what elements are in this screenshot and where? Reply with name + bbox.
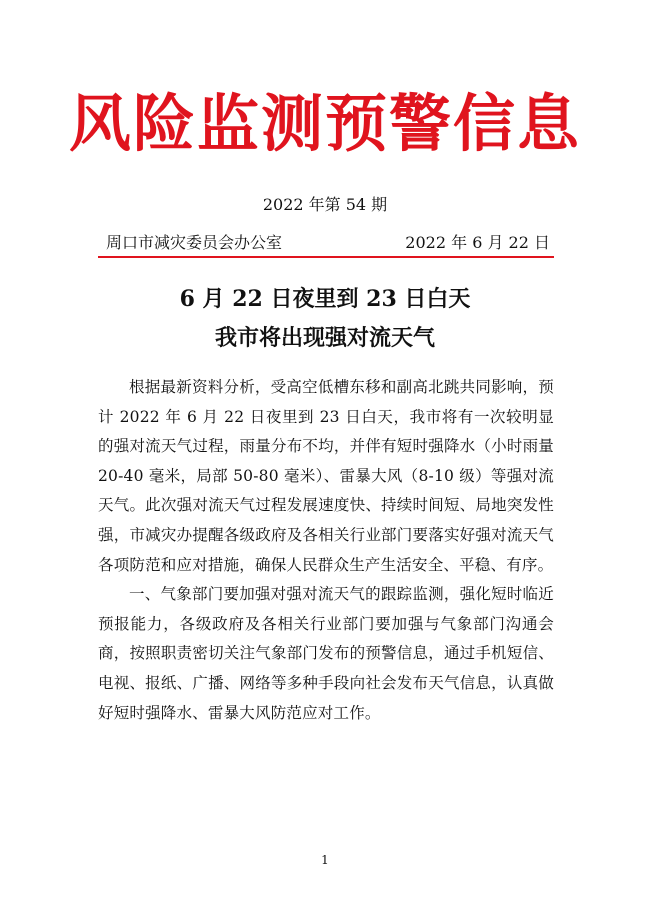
header-divider — [98, 256, 554, 258]
body-paragraph: 根据最新资料分析，受高空低槽东移和副高北跳共同影响，预计 2022 年 6 月 22 日夜里到 23 日白天，我市将有一次较明显的强对流天气过程，雨量分布不均，并伴有短时强降水（小时雨量 20-40 毫米，局部 50-80 毫米）、雷暴大风（8-10 级）等强对流天气。此次强对流天气过程发展速度快、持续时间短、局地突发性强，市减灾办提醒各级政府及各相关行业部门要落实好强对流天气各项防范和应对措施，确保人民群众生产生活安全、平稳、有序。 — [98, 378, 554, 574]
headline-line-2: 我市将出现强对流天气 — [214, 325, 435, 351]
page-number: 1 — [321, 853, 329, 867]
masthead-title: 风险监测预警信息 — [68, 87, 581, 160]
headline-line-1: 6 月 22 日夜里到 23 日白天 — [179, 286, 471, 312]
issue-number: 2022 年第 54 期 — [262, 195, 388, 214]
publish-date: 2022 年 6 月 22 日 — [405, 233, 550, 252]
publisher-row — [98, 232, 554, 254]
publisher-office: 周口市减灾委员会办公室 — [106, 233, 283, 252]
body-paragraph: 一、气象部门要加强对强对流天气的跟踪监测，强化短时临近预报能力，各级政府及各相关行业部门要加强与气象部门沟通会商，按照职责密切关注气象部门发布的预警信息，通过手机短信、电视、报纸、广播、网络等多种手段向社会发布天气信息，认真做好短时强降水、雷暴大风防范应对工作。 — [98, 585, 554, 722]
document-body — [98, 373, 554, 728]
